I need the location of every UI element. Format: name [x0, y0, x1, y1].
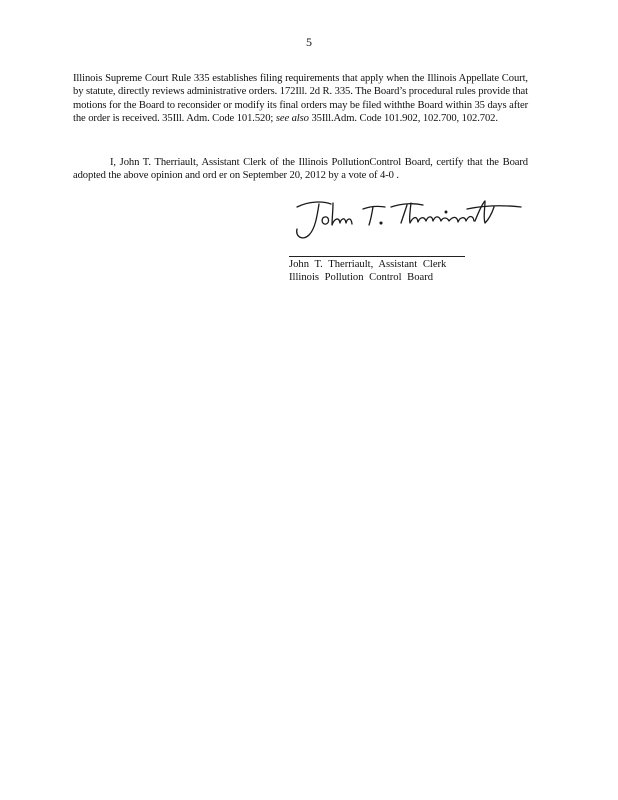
page-number: 5 [306, 35, 312, 49]
appeal-rights-text: Illinois Supreme Court Rule 335 establishes filing requirements that apply when the Illinois Appellate Court, by statute, directly reviews administrative orders. 172Ill. 2d R. 335. The Board’s procedural rules provide that motions for the Board to reconsider or modify its final orders may be filed withthe Board within 35 days after the order is received. 35Ill. Adm. Code 101.520; [73, 73, 528, 125]
appeal-rights-paragraph [73, 72, 528, 126]
signatory-organization: Illinois Pollution Control Board [289, 272, 434, 283]
signatory-name-title: John T. Therriault, Assistant Clerk [289, 259, 447, 270]
appeal-rights-citation: 35Ill.Adm. Code 101.902, 102.700, 102.702. [311, 113, 498, 125]
certification-text: I, John T. Therriault, Assistant Clerk of the Illinois PollutionControl Board, certify that the Board adopted the above opinion and ord er on September 20, 2012 by a vote of 4-0 . [73, 157, 528, 182]
handwritten-signature [289, 195, 529, 255]
see-also-signal: see also [275, 113, 309, 125]
signature-line [289, 256, 465, 257]
certification-paragraph [73, 156, 528, 183]
